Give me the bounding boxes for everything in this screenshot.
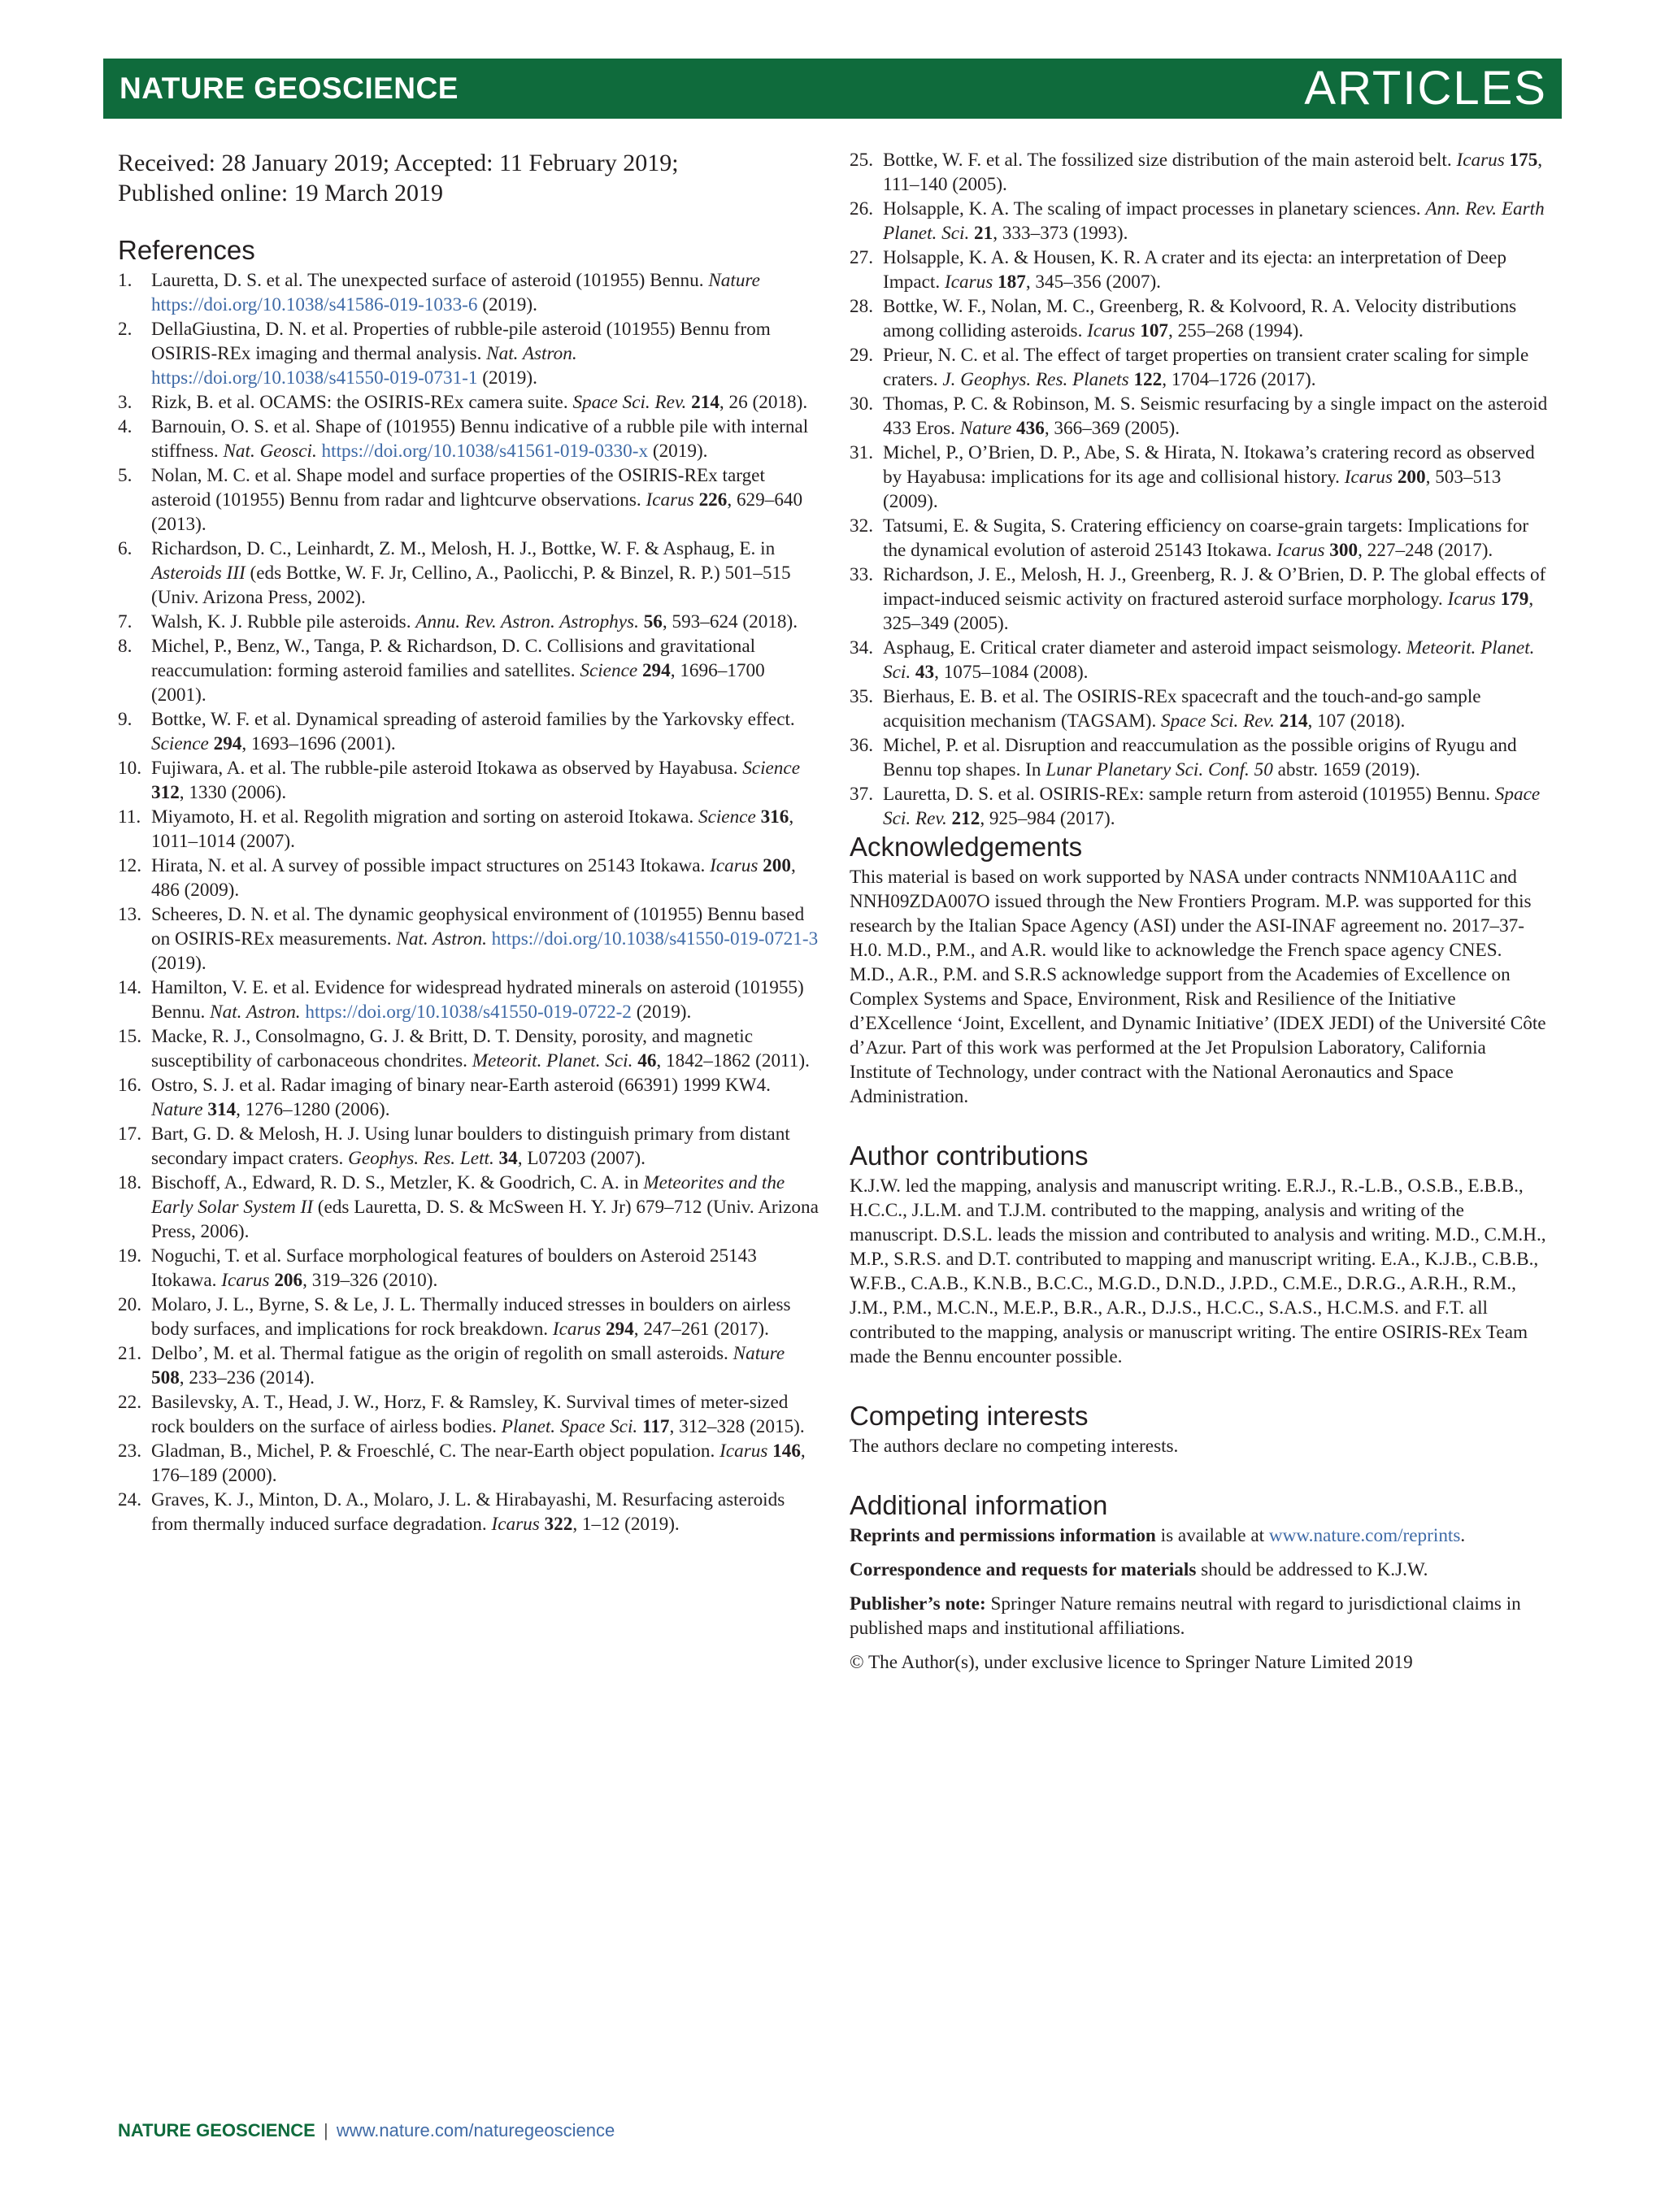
reprints-link[interactable]: www.nature.com/reprints [1268, 1525, 1461, 1546]
reference-volume: 21 [974, 223, 993, 244]
reference-text: , 1330 (2006). [179, 782, 287, 803]
author-contributions-heading: Author contributions [850, 1141, 1089, 1171]
reference-text: Noguchi, T. et al. Surface morphological features of boulders on Asteroid 25143 Itokawa. [151, 1245, 757, 1291]
reference-number: 22. [118, 1392, 141, 1413]
reference-text: , 486 (2009). [151, 855, 796, 901]
reference-item [118, 1293, 819, 1341]
reference-text: Delbo’, M. et al. Thermal fatigue as the origin of regolith on small asteroids. [151, 1343, 733, 1364]
reference-journal-title: Annu. Rev. Astron. Astrophys. [415, 611, 639, 632]
reference-list-right [850, 148, 1550, 831]
reference-journal-title: Science [580, 660, 638, 681]
reference-number: 21. [118, 1343, 141, 1364]
reference-text: Barnouin, O. S. et al. Shape of (101955) Bennu indicative of a rubble pile with internal stiffness. [151, 416, 809, 462]
reference-volume: 300 [1329, 540, 1359, 561]
reference-item [118, 1488, 819, 1536]
reference-journal-title: Science [151, 733, 209, 754]
reference-volume: 200 [1397, 467, 1426, 488]
reference-journal-title: Icarus [552, 1319, 602, 1340]
reference-text: , 1704–1726 (2017). [1162, 369, 1316, 390]
reference-text: Basilevsky, A. T., Head, J. W., Horz, F. & Ramsley, K. Survival times of meter-sized rock boulders on the surface of airless bodies. [151, 1392, 789, 1437]
reference-text: , 1842–1862 (2011). [656, 1050, 810, 1071]
reference-item [118, 1024, 819, 1073]
reference-number: 26. [850, 198, 873, 219]
reference-text: Bischoff, A., Edward, R. D. S., Metzler, K. & Goodrich, C. A. in [151, 1172, 644, 1193]
reference-item [850, 733, 1550, 782]
footer-journal-name: NATURE GEOSCIENCE [118, 2120, 315, 2140]
reference-number: 29. [850, 345, 873, 366]
reference-item [850, 782, 1550, 831]
reference-text: , 1011–1014 (2007). [151, 806, 794, 852]
reference-number: 15. [118, 1026, 141, 1047]
reference-text: Macke, R. J., Consolmagno, G. J. & Britt, D. T. Density, porosity, and magnetic susceptibility of carbonaceous chondrites. [151, 1026, 753, 1071]
reference-item [118, 1122, 819, 1171]
reference-number: 25. [850, 150, 873, 171]
reference-item [118, 854, 819, 902]
reference-volume: 294 [605, 1319, 634, 1340]
reference-number: 28. [850, 296, 873, 317]
reference-volume: 212 [951, 808, 980, 829]
reference-text: (eds Lauretta, D. S. & McSween H. Y. Jr) 679–712 (Univ. Arizona Press, 2006). [151, 1197, 819, 1242]
acknowledgements-heading: Acknowledgements [850, 832, 1083, 862]
reference-number: 24. [118, 1489, 141, 1510]
reference-volume: 214 [691, 392, 719, 413]
reference-text: Asphaug, E. Critical crater diameter and asteroid impact seismology. [883, 637, 1406, 658]
reference-text: Bottke, W. F., Nolan, M. C., Greenberg, R. & Kolvoord, R. A. Velocity distributions among colliding asteroids. [883, 296, 1517, 341]
reference-number: 3. [118, 392, 133, 413]
reference-text: , 925–984 (2017). [980, 808, 1115, 829]
reference-journal-title: Space Sci. Rev. [1161, 711, 1275, 732]
reference-number: 19. [118, 1245, 141, 1267]
reference-journal-title: Nat. Astron. [396, 928, 487, 950]
reference-text: Gladman, B., Michel, P. & Froeschlé, C. The near-Earth object population. [151, 1441, 720, 1462]
reference-text: Thomas, P. C. & Robinson, M. S. Seismic resurfacing by a single impact on the asteroid 433 Eros. [883, 393, 1548, 439]
reference-journal-title: Space Sci. Rev. [572, 392, 687, 413]
reference-text: Michel, P., O’Brien, D. P., Abe, S. & Hirata, N. Itokawa’s cratering record as observed by Hayabusa: implications for its age and collisional history. [883, 442, 1535, 488]
reference-number: 9. [118, 709, 133, 730]
reference-journal-title: Icarus [944, 272, 993, 293]
reference-item [118, 1244, 819, 1293]
section-label: ARTICLES [1304, 62, 1547, 115]
reference-text: DellaGiustina, D. N. et al. Properties of rubble-pile asteroid (101955) Bennu from OSIRIS-REx imaging and thermal analysis. [151, 319, 771, 364]
reference-volume: 107 [1140, 320, 1168, 341]
reference-number: 11. [118, 806, 141, 828]
reference-text: Michel, P. et al. Disruption and reaccumulation as the possible origins of Ryugu and Bennu top shapes. In [883, 735, 1517, 780]
reference-text: Tatsumi, E. & Sugita, S. Cratering efficiency on coarse-grain targets: Implications for the dynamical evolution of asteroid 25143 Itokawa. [883, 515, 1529, 561]
right-column [850, 148, 1550, 1684]
doi-link[interactable]: https://doi.org/10.1038/s41550-019-0722-2 [305, 1002, 632, 1023]
reference-text: Richardson, D. C., Leinhardt, Z. M., Melosh, H. J., Bottke, W. F. & Asphaug, E. in [151, 538, 776, 559]
reference-text: Bierhaus, E. B. et al. The OSIRIS-REx spacecraft and the touch-and-go sample acquisition mechanism (TAGSAM). [883, 686, 1481, 732]
reference-volume: 117 [642, 1416, 670, 1437]
reference-text: , 107 (2018). [1307, 711, 1406, 732]
reference-journal-title: Nature [733, 1343, 785, 1364]
reference-text: , 111–140 (2005). [883, 150, 1543, 195]
reference-text: Molaro, J. L., Byrne, S. & Le, J. L. Thermally induced stresses in boulders on airless body surfaces, and implications for rock breakdown. [151, 1294, 791, 1340]
reference-item [118, 390, 819, 415]
reference-volume: 56 [643, 611, 663, 632]
reference-number: 7. [118, 611, 133, 632]
reference-number: 27. [850, 247, 873, 268]
reference-text: Bottke, W. F. et al. The fossilized size distribution of the main asteroid belt. [883, 150, 1457, 171]
reference-text: , 1276–1280 (2006). [236, 1099, 390, 1120]
publisher-note-line [850, 1592, 1550, 1641]
reference-text: Hirata, N. et al. A survey of possible impact structures on 25143 Itokawa. [151, 855, 711, 876]
reference-journal-title: Nature [151, 1099, 203, 1120]
reference-item [850, 514, 1550, 563]
reference-text: Lauretta, D. S. et al. OSIRIS-REx: sample return from asteroid (101955) Bennu. [883, 784, 1495, 805]
reference-number: 36. [850, 735, 873, 756]
reference-text: abstr. 1659 (2019). [1272, 759, 1420, 780]
reference-text: Holsapple, K. A. & Housen, K. R. A crater and its ejecta: an interpretation of Deep Impact. [883, 247, 1506, 293]
reference-text: Graves, K. J., Minton, D. A., Molaro, J. L. & Hirabayashi, M. Resurfacing asteroids from thermally induced surface degradation. [151, 1489, 785, 1535]
reference-item [850, 392, 1550, 441]
journal-header-bar [103, 59, 1562, 119]
reference-text: , 345–356 (2007). [1025, 272, 1161, 293]
reference-text: , 255–268 (1994). [1168, 320, 1304, 341]
reference-item [118, 268, 819, 317]
reference-text: , 227–248 (2017). [1358, 540, 1493, 561]
reference-volume: 226 [698, 489, 728, 511]
reference-item [850, 441, 1550, 514]
journal-name: NATURE GEOSCIENCE [120, 72, 459, 105]
footer-separator: | [323, 2120, 328, 2140]
reference-item [118, 415, 819, 463]
reference-number: 34. [850, 637, 873, 658]
reference-text: , 319–326 (2010). [302, 1270, 438, 1291]
correspondence-text: should be addressed to K.J.W. [1196, 1559, 1428, 1580]
reference-item [118, 756, 819, 805]
reference-number: 13. [118, 904, 141, 925]
reference-journal-title: Asteroids III [151, 563, 246, 584]
reference-text: Bart, G. D. & Melosh, H. J. Using lunar boulders to distinguish primary from distant secondary impact craters. [151, 1123, 790, 1169]
reference-item [118, 707, 819, 756]
reprints-line [850, 1523, 1550, 1548]
reference-item [118, 317, 819, 390]
reference-number: 16. [118, 1075, 141, 1096]
reference-text: (2019). [151, 953, 206, 974]
reference-number: 1. [118, 270, 133, 291]
reference-text: , 593–624 (2018). [662, 611, 798, 632]
reference-journal-title: Icarus [491, 1514, 540, 1535]
reference-item [118, 1171, 819, 1244]
reference-journal-title: Science [698, 806, 756, 828]
doi-link[interactable]: https://doi.org/10.1038/s41550-019-0721-3 [491, 928, 819, 950]
reference-text: , 26 (2018). [719, 392, 808, 413]
reference-journal-title: Ann. Rev. Earth Planet. Sci. [883, 198, 1545, 244]
reference-number: 8. [118, 636, 133, 657]
reference-item [118, 1341, 819, 1390]
reference-volume: 294 [641, 660, 671, 681]
reference-text: , 247–261 (2017). [633, 1319, 769, 1340]
reference-number: 12. [118, 855, 141, 876]
references-heading: References [118, 235, 255, 265]
additional-information-section [850, 1489, 1550, 1675]
reference-journal-title: Icarus [710, 855, 759, 876]
reference-text: (2019). [648, 441, 708, 462]
reference-item [850, 197, 1550, 246]
reference-text: , 325–349 (2005). [883, 589, 1534, 634]
reference-text: , 366–369 (2005). [1044, 418, 1180, 439]
reference-item [118, 805, 819, 854]
reference-item [850, 246, 1550, 294]
left-column [118, 148, 819, 1536]
acknowledgements-text: This material is based on work supported by NASA under contracts NNM10AA11C and NNH09ZDA007O issued through the New Frontiers Program. M.P. was supported for this research by the Italian Space Agency (ASI) under the ASI-INAF agreement no. 2017–37-H.0. M.D., P.M., and A.R. would like to acknowledge the French space agency CNES. M.D., A.R., P.M. and S.R.S acknowledge support from the Academies of Excellence on Complex Systems and Space, Environment, Risk and Resilience of the Initiative d’EXcellence ‘Joint, Excellent, and Dynamic Initiative’ (IDEX JEDI) of the Université Côte d’Azur. Part of this work was performed at the Jet Propulsion Laboratory, California Institute of Technology, under contract with the National Aeronautics and Space Administration. [850, 867, 1546, 1107]
reference-volume: 175 [1509, 150, 1538, 171]
reference-journal-title: Icarus [1456, 150, 1505, 171]
reference-volume: 43 [915, 662, 935, 683]
published-line: Published online: 19 March 2019 [118, 180, 443, 206]
reference-volume: 200 [763, 855, 791, 876]
reference-text: Prieur, N. C. et al. The effect of target properties on transient crater scaling for simple craters. [883, 345, 1529, 390]
reference-volume: 122 [1133, 369, 1163, 390]
reference-number: 37. [850, 784, 873, 805]
reference-number: 2. [118, 319, 133, 340]
reference-item [118, 610, 819, 634]
reference-text: (eds Bottke, W. F. Jr, Cellino, A., Paolicchi, P. & Binzel, R. P.) 501–515 (Univ. Arizona Press, 2002). [151, 563, 791, 608]
reference-volume: 46 [637, 1050, 657, 1071]
reference-journal-title: Science [742, 758, 800, 779]
author-contributions-text: K.J.W. led the mapping, analysis and manuscript writing. E.R.J., R.-L.B., O.S.B., E.B.B., H.C.C., J.L.M. and T.J.M. contributed to the mapping, analysis and writing of the manuscript. D.S.L. leads the mission and contributed to analysis and writing. M.D., C.M.H., M.P., S.R.S. and D.T. contributed to mapping and manuscript writing. E.A., K.J.B., C.B.B., W.F.B., C.A.B., K.N.B., B.C.C., M.G.D., D.N.D., J.P.D., C.M.E., D.R.G., A.R.H., R.M., J.M., P.M., M.C.N., M.E.P., B.R., A.R., D.J.S., H.C.C., S.A.S., H.C.M.S. and F.T. all contributed to the mapping, analysis or manuscript writing. The entire OSIRIS-REx Team made the Bennu encounter possible. [850, 1176, 1546, 1367]
publication-dates [118, 148, 819, 208]
reference-journal-title: Icarus [1087, 320, 1136, 341]
reference-number: 6. [118, 538, 133, 559]
reference-item [850, 294, 1550, 343]
reference-journal-title: Nature [959, 418, 1012, 439]
reference-list-left [118, 268, 819, 1536]
reference-number: 23. [118, 1441, 141, 1462]
reference-text: Lauretta, D. S. et al. The unexpected surface of asteroid (101955) Bennu. [151, 270, 709, 291]
reference-text: , 629–640 (2013). [151, 489, 803, 535]
reference-journal-title: Geophys. Res. Lett. [348, 1148, 494, 1169]
reference-item [118, 1439, 819, 1488]
publisher-note-label: Publisher’s note: [850, 1593, 986, 1614]
reference-text: Walsh, K. J. Rubble pile asteroids. [151, 611, 416, 632]
footer-journal-url[interactable]: www.nature.com/naturegeoscience [336, 2120, 615, 2140]
reference-volume: 187 [998, 272, 1026, 293]
reference-journal-title: Nat. Geosci. [223, 441, 317, 462]
reference-text: (2019). [477, 367, 537, 389]
competing-interests-heading: Competing interests [850, 1401, 1089, 1431]
doi-link[interactable]: https://doi.org/10.1038/s41561-019-0330-x [321, 441, 649, 462]
page-footer [118, 2120, 615, 2141]
reference-journal-title: Icarus [1447, 589, 1496, 610]
reference-journal-title: Icarus [1276, 540, 1325, 561]
reference-number: 10. [118, 758, 141, 779]
reference-number: 17. [118, 1123, 141, 1145]
reference-text: Richardson, J. E., Melosh, H. J., Greenberg, R. J. & O’Brien, D. P. The global effects of impact-induced seismic activity on fractured asteroid surface morphology. [883, 564, 1546, 610]
reference-volume: 206 [274, 1270, 303, 1291]
additional-information-heading: Additional information [850, 1490, 1108, 1520]
reference-journal-title: Icarus [646, 489, 694, 511]
reference-text: , 1693–1696 (2001). [241, 733, 396, 754]
competing-interests-section [850, 1400, 1550, 1458]
reprints-text: is available at [1155, 1525, 1269, 1546]
reference-journal-title: Meteorit. Planet. Sci. [472, 1050, 633, 1071]
reference-number: 5. [118, 465, 133, 486]
reference-item [118, 1390, 819, 1439]
reference-text: Holsapple, K. A. The scaling of impact processes in planetary sciences. [883, 198, 1426, 219]
reference-item [118, 634, 819, 707]
reference-number: 4. [118, 416, 133, 437]
reference-item [118, 537, 819, 610]
received-accepted-line: Received: 28 January 2019; Accepted: 11 February 2019; [118, 150, 679, 176]
reference-text: , 333–373 (1993). [993, 223, 1128, 244]
reference-item [850, 684, 1550, 733]
doi-link[interactable]: https://doi.org/10.1038/s41586-019-1033-6 [151, 294, 478, 315]
reference-journal-title: Icarus [221, 1270, 270, 1291]
correspondence-line [850, 1558, 1550, 1582]
reference-item [118, 902, 819, 976]
reference-text: , 176–189 (2000). [151, 1441, 806, 1486]
reference-text: Hamilton, V. E. et al. Evidence for widespread hydrated minerals on asteroid (101955) Bennu. [151, 977, 804, 1023]
reference-number: 33. [850, 564, 873, 585]
doi-link[interactable]: https://doi.org/10.1038/s41550-019-0731-1 [151, 367, 478, 389]
copyright-line: © The Author(s), under exclusive licence to Springer Nature Limited 2019 [850, 1652, 1413, 1673]
reference-text: Nolan, M. C. et al. Shape model and surface properties of the OSIRIS-REx target asteroid (101955) Bennu from radar and lightcurve observations. [151, 465, 765, 511]
reference-item [118, 976, 819, 1024]
reference-text: , 233–236 (2014). [179, 1367, 315, 1388]
reference-text: Bottke, W. F. et al. Dynamical spreading of asteroid families by the Yarkovsky effect. [151, 709, 795, 730]
reference-text: Miyamoto, H. et al. Regolith migration and sorting on asteroid Itokawa. [151, 806, 698, 828]
reference-journal-title: Space Sci. Rev. [883, 784, 1541, 829]
reference-text: Rizk, B. et al. OCAMS: the OSIRIS-REx camera suite. [151, 392, 573, 413]
reference-number: 30. [850, 393, 873, 415]
reference-volume: 146 [772, 1441, 801, 1462]
reference-journal-title: Icarus [719, 1441, 768, 1462]
reference-journal-title: Lunar Planetary Sci. Conf. 50 [1046, 759, 1273, 780]
reference-journal-title: J. Geophys. Res. Planets [942, 369, 1129, 390]
reference-text: , 312–328 (2015). [669, 1416, 805, 1437]
reference-item [118, 1073, 819, 1122]
reference-text: , L07203 (2007). [517, 1148, 646, 1169]
publisher-note-text: Springer Nature remains neutral with regard to jurisdictional claims in published maps and institutional affiliations. [850, 1593, 1521, 1639]
reprints-end: . [1460, 1525, 1466, 1546]
reference-text: (2019). [631, 1002, 692, 1023]
reference-volume: 294 [213, 733, 242, 754]
reference-volume: 316 [760, 806, 789, 828]
reference-text: , 1–12 (2019). [572, 1514, 680, 1535]
reference-volume: 436 [1016, 418, 1045, 439]
reference-volume: 34 [498, 1148, 518, 1169]
reference-volume: 508 [151, 1367, 180, 1388]
reference-journal-title: Icarus [1344, 467, 1393, 488]
reference-item [850, 636, 1550, 684]
reference-volume: 179 [1500, 589, 1529, 610]
reference-journal-title: Nat. Astron. [210, 1002, 301, 1023]
reference-item [850, 563, 1550, 636]
reference-volume: 214 [1279, 711, 1308, 732]
reference-text: Michel, P., Benz, W., Tanga, P. & Richardson, D. C. Collisions and gravitational reaccumulation: forming asteroid families and satellites. [151, 636, 756, 681]
reference-item [850, 343, 1550, 392]
reference-item [850, 148, 1550, 197]
reference-number: 31. [850, 442, 873, 463]
reference-journal-title: Meteorites and the Early Solar System II [151, 1172, 785, 1218]
reprints-label: Reprints and permissions information [850, 1525, 1156, 1546]
acknowledgements-section [850, 831, 1550, 1109]
reference-volume: 322 [544, 1514, 573, 1535]
reference-number: 32. [850, 515, 873, 537]
reference-number: 18. [118, 1172, 141, 1193]
reference-text: Fujiwara, A. et al. The rubble-pile asteroid Itokawa as observed by Hayabusa. [151, 758, 743, 779]
reference-number: 20. [118, 1294, 141, 1315]
reference-number: 14. [118, 977, 141, 998]
reference-journal-title: Nature [708, 270, 760, 291]
reference-journal-title: Nat. Astron. [486, 343, 577, 364]
reference-volume: 312 [151, 782, 180, 803]
reference-journal-title: Meteorit. Planet. Sci. [883, 637, 1535, 683]
correspondence-label: Correspondence and requests for materials [850, 1559, 1197, 1580]
author-contributions-section [850, 1140, 1550, 1369]
competing-interests-text: The authors declare no competing interests. [850, 1436, 1179, 1457]
reference-volume: 314 [207, 1099, 237, 1120]
reference-text: (2019). [477, 294, 537, 315]
reference-text: , 503–513 (2009). [883, 467, 1502, 512]
reference-number: 35. [850, 686, 873, 707]
reference-item [118, 463, 819, 537]
reference-text: , 1696–1700 (2001). [151, 660, 765, 706]
reference-text: , 1075–1084 (2008). [934, 662, 1089, 683]
reference-text: Scheeres, D. N. et al. The dynamic geophysical environment of (101955) Bennu based on OSIRIS-REx measurements. [151, 904, 805, 950]
reference-text: Ostro, S. J. et al. Radar imaging of binary near-Earth asteroid (66391) 1999 KW4. [151, 1075, 771, 1096]
reference-journal-title: Planet. Space Sci. [501, 1416, 638, 1437]
